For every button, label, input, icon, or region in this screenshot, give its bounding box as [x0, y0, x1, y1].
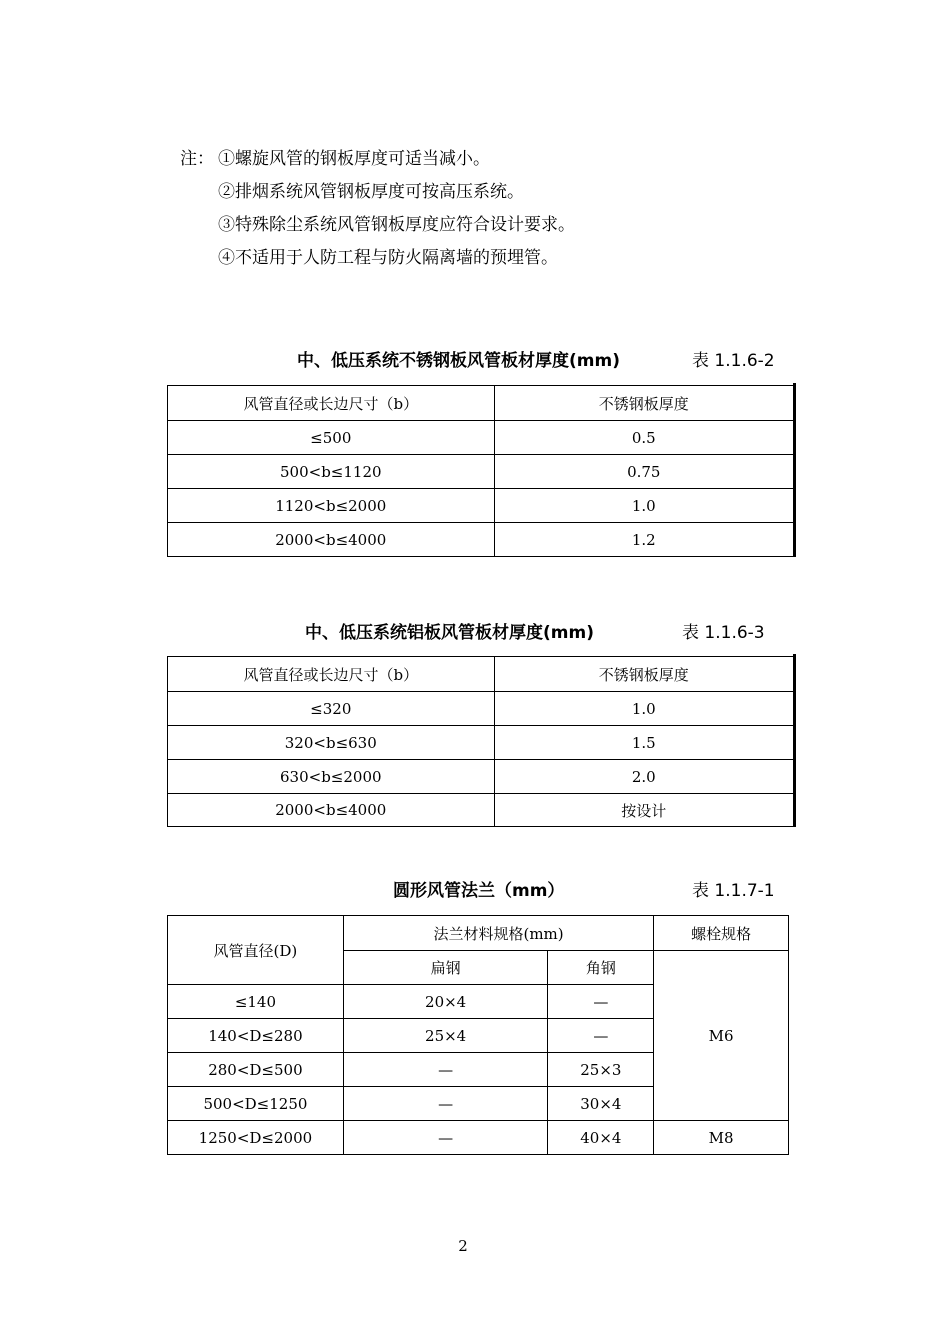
table-row — [168, 726, 794, 760]
table-cell: 140<D≤280 — [168, 1019, 344, 1053]
note-line — [180, 213, 575, 246]
table-cell: 1.5 — [494, 726, 793, 760]
table-cell: ≤140 — [168, 985, 344, 1019]
table-cell: 30×4 — [548, 1087, 654, 1121]
table-cell: 40×4 — [548, 1121, 654, 1155]
table-border-accent — [793, 383, 796, 557]
table3 — [167, 915, 789, 1155]
table-cell: 1.2 — [494, 523, 793, 557]
table2 — [167, 656, 794, 827]
header-cell: 风管直径或长边尺寸（b） — [168, 657, 495, 692]
table-cell: — — [343, 1087, 548, 1121]
table-cell: 280<D≤500 — [168, 1053, 344, 1087]
header-cell: 不锈钢板厚度 — [494, 386, 793, 421]
table-cell: 1.0 — [494, 489, 793, 523]
table-cell: 2.0 — [494, 760, 793, 794]
note-text: ②排烟系统风管钢板厚度可按高压系统。 — [218, 182, 524, 202]
note-text: ③特殊除尘系统风管钢板厚度应符合设计要求。 — [218, 215, 575, 235]
table-cell: 25×3 — [548, 1053, 654, 1087]
note-prefix: 注： — [180, 149, 214, 169]
table-cell: — — [548, 985, 654, 1019]
notes-block — [180, 147, 575, 279]
table-cell: 2000<b≤4000 — [168, 794, 495, 827]
table-cell: 630<b≤2000 — [168, 760, 495, 794]
note-line — [180, 147, 575, 180]
table-row — [168, 692, 794, 726]
table-cell: 0.5 — [494, 421, 793, 455]
table-cell: ≤500 — [168, 421, 495, 455]
table2-number-text: 表 1.1.6-3 — [682, 623, 765, 643]
table-cell: M8 — [654, 1121, 789, 1155]
table2-number — [682, 618, 765, 643]
table-row — [168, 523, 794, 557]
header-cell: 扁钢 — [343, 951, 548, 985]
table-row — [168, 1121, 789, 1155]
table3-caption — [393, 876, 564, 901]
header-cell: 螺栓规格 — [654, 916, 789, 951]
table-cell: 按设计 — [494, 794, 793, 827]
table-cell: 500<b≤1120 — [168, 455, 495, 489]
table-cell: 1.0 — [494, 692, 793, 726]
note-line — [180, 180, 575, 213]
note-text: ④不适用于人防工程与防火隔离墙的预埋管。 — [218, 248, 558, 268]
header-cell: 法兰材料规格(mm) — [343, 916, 653, 951]
table-header-row — [168, 386, 794, 421]
table1 — [167, 385, 794, 557]
table-cell: 500<D≤1250 — [168, 1087, 344, 1121]
table-row — [168, 760, 794, 794]
table-cell: ≤320 — [168, 692, 495, 726]
table-cell: 20×4 — [343, 985, 548, 1019]
table-cell: M6 — [654, 951, 789, 1121]
page-number: 2 — [458, 1237, 468, 1255]
table3-number-text: 表 1.1.7-1 — [692, 881, 775, 901]
header-cell: 不锈钢板厚度 — [494, 657, 793, 692]
table3-number — [692, 876, 775, 901]
table1-caption — [297, 346, 620, 371]
table2-caption — [305, 618, 594, 643]
table-cell: — — [548, 1019, 654, 1053]
table1-number-text: 表 1.1.6-2 — [692, 351, 775, 371]
table-cell: 320<b≤630 — [168, 726, 495, 760]
header-cell: 风管直径或长边尺寸（b） — [168, 386, 495, 421]
table-cell: 25×4 — [343, 1019, 548, 1053]
table-row — [168, 489, 794, 523]
table-row — [168, 794, 794, 827]
table2-title: 中、低压系统铝板风管板材厚度(mm) — [305, 623, 594, 643]
table-cell: — — [343, 1053, 548, 1087]
table-cell: 1120<b≤2000 — [168, 489, 495, 523]
table-header-row — [168, 657, 794, 692]
table-cell: 1250<D≤2000 — [168, 1121, 344, 1155]
table3-title: 圆形风管法兰（mm） — [393, 881, 565, 901]
note-line — [180, 246, 575, 279]
note-text: ①螺旋风管的钢板厚度可适当减小。 — [218, 149, 490, 169]
table-row — [168, 455, 794, 489]
table-cell: 0.75 — [494, 455, 793, 489]
table-row — [168, 421, 794, 455]
table-border-accent — [793, 654, 796, 827]
header-cell: 风管直径(D) — [168, 916, 344, 985]
table1-title: 中、低压系统不锈钢板风管板材厚度(mm) — [297, 351, 620, 371]
table-header-row — [168, 916, 789, 951]
header-cell: 角钢 — [548, 951, 654, 985]
table-cell: — — [343, 1121, 548, 1155]
table-cell: 2000<b≤4000 — [168, 523, 495, 557]
table1-number — [692, 346, 775, 371]
